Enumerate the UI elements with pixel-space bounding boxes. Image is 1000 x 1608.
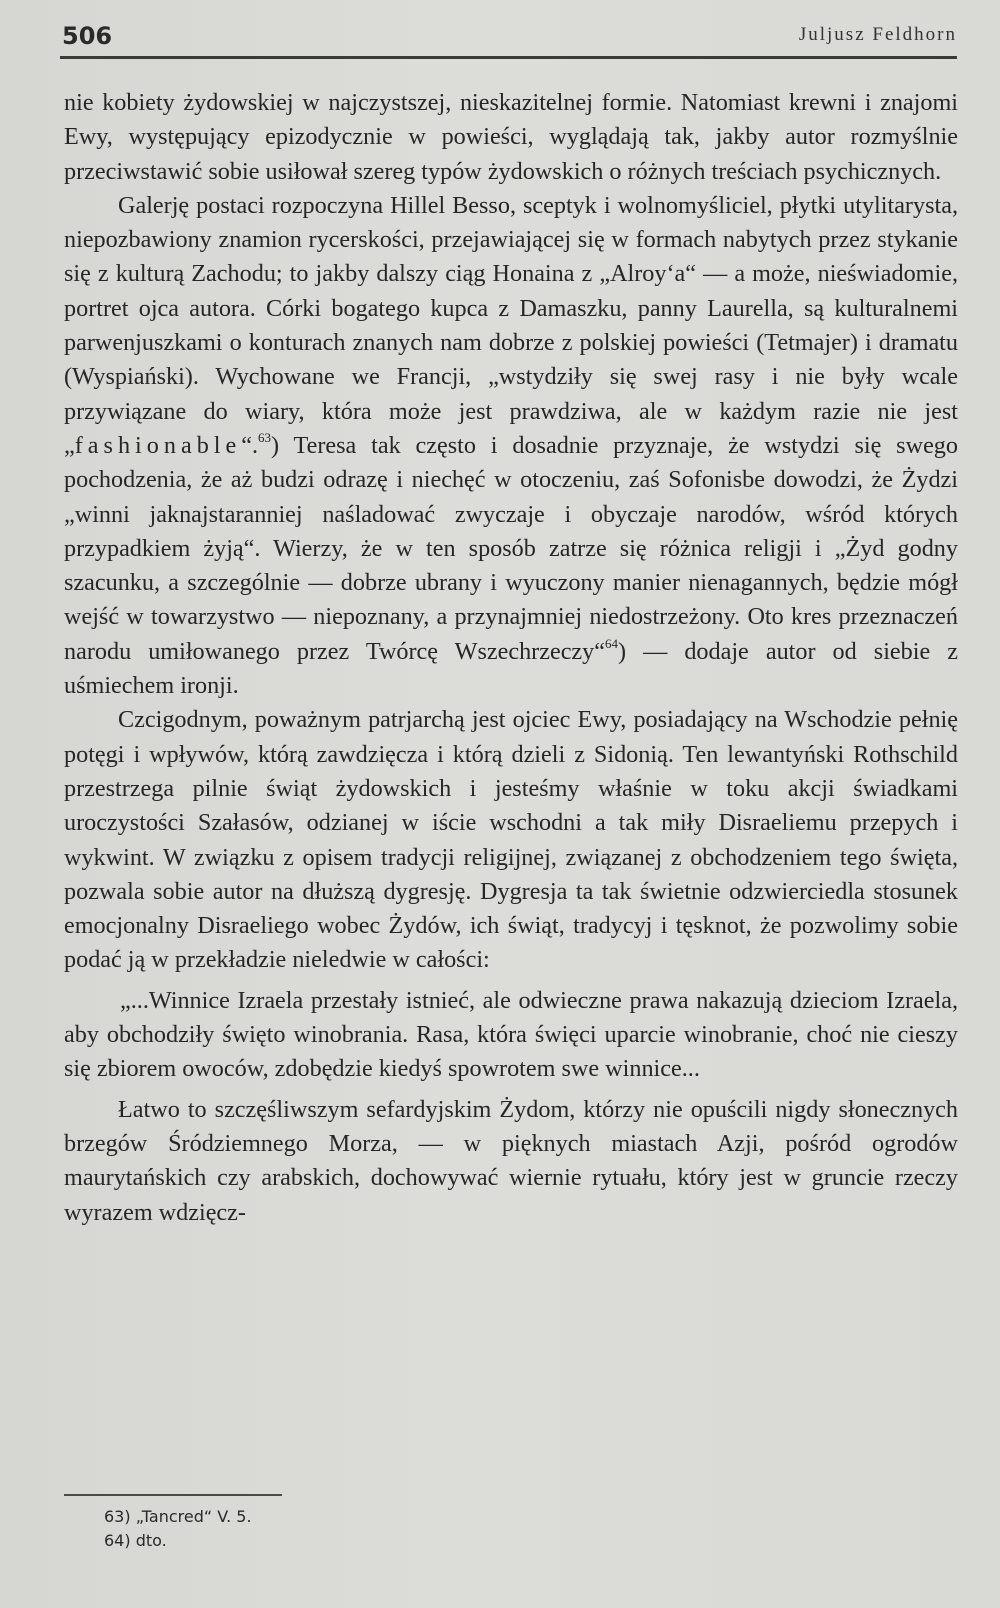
footnotes: [104, 1505, 804, 1553]
spaced-word: fashionable: [74, 431, 242, 459]
paragraph-2-part-b: “.: [241, 431, 259, 459]
quotation: „...Winnice Izraela przestały istnieć, ale odwieczne prawa nakazują dzieciom Izraela, aby obchodziły święto winobrania. Rasa, która święci uparcie winobranie, choć nie cieszy się zbiorem owoców, zdobędzie kiedyś spowrotem swe winnice...: [64, 986, 958, 1083]
footnote-63: 63) „Tancred“ V. 5.: [104, 1507, 252, 1526]
paragraph-1: nie kobiety żydowskiej w najczystszej, nieskazitelnej formie. Natomiast krewni i znajomi Ewy, występujący epizodycznie w powieści, wyglądają tak, jakby autor rozmyślnie przeciwstawić sobie usiłował szereg typów żydowskich o różnych treściach psychicznych.: [64, 89, 958, 185]
footnote-ref-63: 63: [258, 429, 272, 445]
header-rule: [60, 56, 957, 59]
paragraph-2: [64, 189, 958, 703]
page-number: 506: [62, 22, 113, 50]
paragraph-4: Łatwo to szczęśliwszym sefardyjskim Żydom, którzy nie opuścili nigdy słonecznych brzegów Śródziemnego Morza, — w pięknych miastach Azji, pośród ogrodów maurytańskich czy arabskich, dochowywać wiernie rytuału, który jest w gruncie rzeczy wyrazem wdzięcz-: [64, 1095, 958, 1226]
page-header: [62, 18, 957, 58]
paragraph-2-part-a: Galerję postaci rozpoczyna Hillel Besso, sceptyk i wolnomyśliciel, płytki utylitarysta, niepozbawiony znamion rycerskości, przejawiającej się w formach nabytych przez stykanie się z kulturą Zachodu; to jakby dalszy ciąg Honaina z „Alroy‘a“ — a może, nieświadomie, portret ojca autora. Córki bogatego kupca z Damaszku, panny Laurella, są kulturalnemi parwenjuszkami o konturach znanych nam dobrze z polskiej powieści (Tetmajer) i dramatu (Wyspiański). Wychowane we Francji, „wstydziły się swej rasy i nie były wcale przywiązane do wiary, która może jest prawdziwa, ale w każdym razie nie jest „: [64, 191, 958, 459]
paragraph-3: Czcigodnym, poważnym patrjarchą jest ojciec Ewy, posiadający na Wschodzie pełnię potęgi i wpływów, którą zawdzięcza i którą dzieli z Sidonią. Ten lewantyński Rothschild przestrzega pilnie świąt żydowskich i jesteśmy właśnie w toku akcji świadkami uroczystości Szałasów, odzianej w iście wschodni a tak miły Disraeliemu przepych i wykwint. W związku z opisem tradycji religijnej, związanej z obchodzeniem tego święta, pozwala sobie autor na dłuższą dygresję. Dygresja ta tak świetnie odzwierciedla stosunek emocjonalny Disraeliego wobec Żydów, ich świąt, tradycyj i tęsknot, że pozwolimy sobie podać ją w przekładzie nieledwie w całości:: [64, 706, 958, 974]
footnote-ref-64: 64: [605, 635, 618, 651]
footnote-64: 64) dto.: [104, 1531, 167, 1550]
paragraph-2-part-c: ) Teresa tak często i dosadnie przyznaje, że wstydzi się swego pochodzenia, że aż budzi odrazę i niechęć w otoczeniu, zaś Sofonisbe dowodzi, że Żydzi „winni jaknajstaranniej naśladować zwyczaje i obyczaje narodów, wśród których przypadkiem żyją“. Wierzy, że w ten sposób zatrze się różnica religji i „Żyd godny szacunku, a szczególnie — dobrze ubrany i wyuczony manier nienagannych, będzie mógł wejść w towarzystwo — niepoznany, a przynajmniej niedostrzeżony. Oto kres przeznaczeń narodu umiłowanego przez Twórcę Wszechrzeczy“: [64, 431, 958, 665]
paragraph-2-part-d: ) — dodaje autor od siebie z uśmiechem ironji.: [64, 637, 958, 700]
body-text: [64, 86, 958, 1230]
footnote-rule: [64, 1494, 282, 1496]
running-head: Juljusz Feldhorn: [798, 24, 957, 45]
